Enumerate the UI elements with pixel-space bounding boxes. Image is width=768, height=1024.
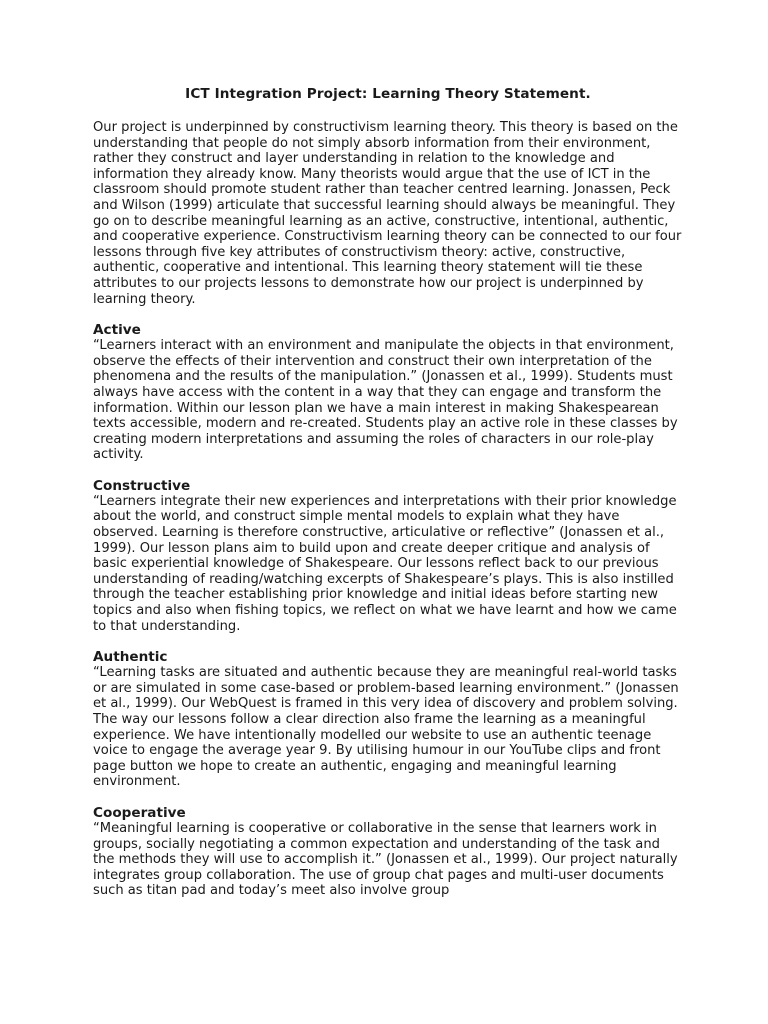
section-paragraph: “Learners integrate their new experiences and interpretations with their prior knowledge about the world, and construct simple mental models to explain what they have observed. Learning is therefore constructive, articulative or reflective” (Jonassen et al., 1999). Our lesson plans aim to build upon and create deeper critique and analysis of basic experiential knowledge of Shakespeare. Our lessons reflect back to our previous understanding of reading/watching excerpts of Shakespeare’s plays. This is also instilled through the teacher establishing prior knowledge and initial ideas before starting new topics and also when fishing topics, we reflect on what we have learnt and how we came to that understanding. <box>93 493 677 634</box>
document-title: ICT Integration Project: Learning Theory Statement. <box>185 86 591 102</box>
section-constructive <box>93 478 683 634</box>
intro-paragraph: Our project is underpinned by constructivism learning theory. This theory is based on the understanding that people do not simply absorb information from their environment, rather they construct and layer understanding in relation to the knowledge and information they already know. Many theorists would argue that the use of ICT in the classroom should promote student rather than teacher centred learning. Jonassen, Peck and Wilson (1999) articulate that successful learning should always be meaningful. They go on to describe meaningful learning as an active, constructive, intentional, authentic, and cooperative experience. Constructivism learning theory can be connected to our four lessons through five key attributes of constructivism theory: active, constructive, authentic, cooperative and intentional. This learning theory statement will tie these attributes to our projects lessons to demonstrate how our project is underpinned by learning theory. <box>93 120 682 307</box>
section-heading: Active <box>93 322 141 339</box>
section-heading: Cooperative <box>93 804 186 821</box>
section-heading: Constructive <box>93 477 191 494</box>
section-active <box>93 322 683 463</box>
document-content <box>93 84 683 899</box>
section-paragraph: “Learning tasks are situated and authentic because they are meaningful real-world tasks or are simulated in some case-based or problem-based learning environment.” (Jonassen et al., 1999). Our WebQuest is framed in this very idea of discovery and problem solving. The way our lessons follow a clear direction also frame the learning as a meaningful experience. We have intentionally modelled our website to use an authentic teenage voice to engage the average year 9. By utilising humour in our YouTube clips and front page button we hope to create an authentic, engaging and meaningful learning environment. <box>93 665 679 790</box>
section-heading: Authentic <box>93 649 168 666</box>
section-cooperative <box>93 805 683 899</box>
section-authentic <box>93 649 683 790</box>
section-paragraph: “Meaningful learning is cooperative or collaborative in the sense that learners work in groups, socially negotiating a common expectation and understanding of the task and the methods they will use to accomplish it.” (Jonassen et al., 1999). Our project naturally integrates group collaboration. The use of group chat pages and multi-user documents such as titan pad and today’s meet also involve group <box>93 820 678 899</box>
section-paragraph: “Learners interact with an environment and manipulate the objects in that environment, observe the effects of their intervention and construct their own interpretation of the phenomena and the results of the manipulation.” (Jonassen et al., 1999). Students must always have access with the content in a way that they can engage and transform the information. Within our lesson plan we have a main interest in making Shakespearean texts accessible, modern and re-created. Students play an active role in these classes by creating modern interpretations and assuming the roles of characters in our role-play activity. <box>93 338 678 463</box>
